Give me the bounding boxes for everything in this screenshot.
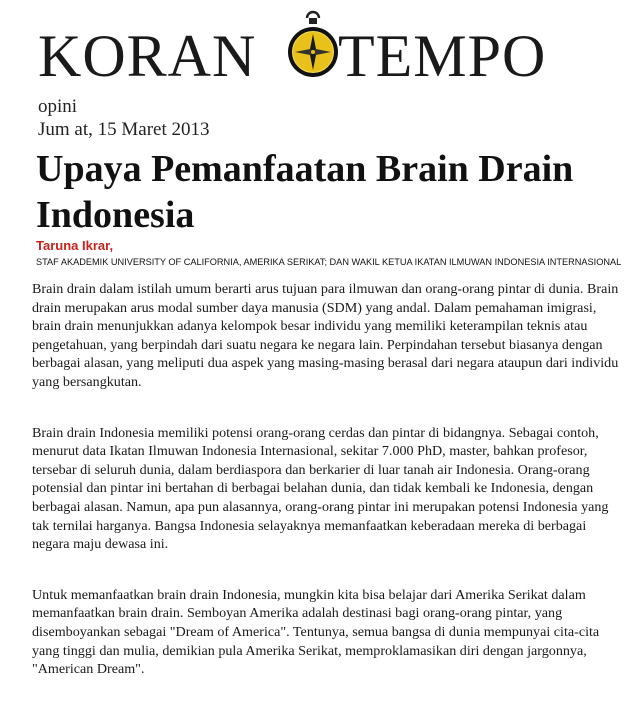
masthead-left-word: KORAN xyxy=(38,23,257,89)
author-name: Taruna Ikrar, xyxy=(36,238,114,253)
paragraph: Brain drain dalam istilah umum berarti arus tujuan para ilmuwan dan orang-orang pintar di dunia. Brain drain merupakan arus modal sumber daya manusia (SDM) yang andal. Dalam pemahaman imigrasi, brain drain menunjukkan adanya kelompok besar individu yang memiliki keterampilan teknis atau pengetahuan, yang berpindah dari suatu negara ke negara lain. Perpindahan tersebut biasanya dengan berbagai alasan, yang meliputi dua aspek yang masing-masing berasal dari negara ataupun dari individu yang bersangkutan. xyxy=(32,281,619,390)
compass-icon xyxy=(285,8,341,84)
section-label: opini xyxy=(38,96,78,117)
article-body xyxy=(32,280,622,711)
publication-date: Jum at, 15 Maret 2013 xyxy=(38,119,210,140)
masthead-right-word: TEMPO xyxy=(338,23,547,89)
paragraph: Brain drain Indonesia memiliki potensi orang-orang cerdas dan pintar di bidangnya. Sebagai contoh, menurut data Ikatan Ilmuwan Indonesia Internasional, sekitar 7.000 PhD, master, bahkan profesor, tersebar di seluruh dunia, dalam berdiaspora dan berkarier di luar tanah air Indonesia. Orang-orang potensial dan pintar ini bertahan di berbagai belahan dunia, dan tidak kembali ke Indonesia, dengan berbagai alasan. Namun, apa pun alasannya, orang-orang pintar ini merupakan potensi Indonesia yang tak ternilai harganya. Bangsa Indonesia selayaknya memanfaatkan keberadaan mereka di berbagai negara maju dewasa ini. xyxy=(32,424,609,553)
paragraph: Untuk memanfaatkan brain drain Indonesia, mungkin kita bisa belajar dari Amerika Serikat dalam memanfaatkan brain drain. Semboyan Amerika adalah destinasi bagi orang-orang pintar, yang disemboyankan sebagai "Dream of America". Tentunya, semua bangsa di dunia mempunyai cita-cita yang tinggi dan mulia, demikian pula Amerika Serikat, memproklamasikan diri dengan jargonnya, "American Dream". xyxy=(32,586,600,678)
article-headline: Upaya Pemanfaatan Brain Drain Indonesia xyxy=(36,148,574,236)
masthead xyxy=(0,8,640,89)
author-affiliation: STAF AKADEMIK UNIVERSITY OF CALIFORNIA, AMERIKA SERIKAT; DAN WAKIL KETUA IKATAN ILMUWAN INDONESIA INTERNASIONAL xyxy=(36,257,622,267)
